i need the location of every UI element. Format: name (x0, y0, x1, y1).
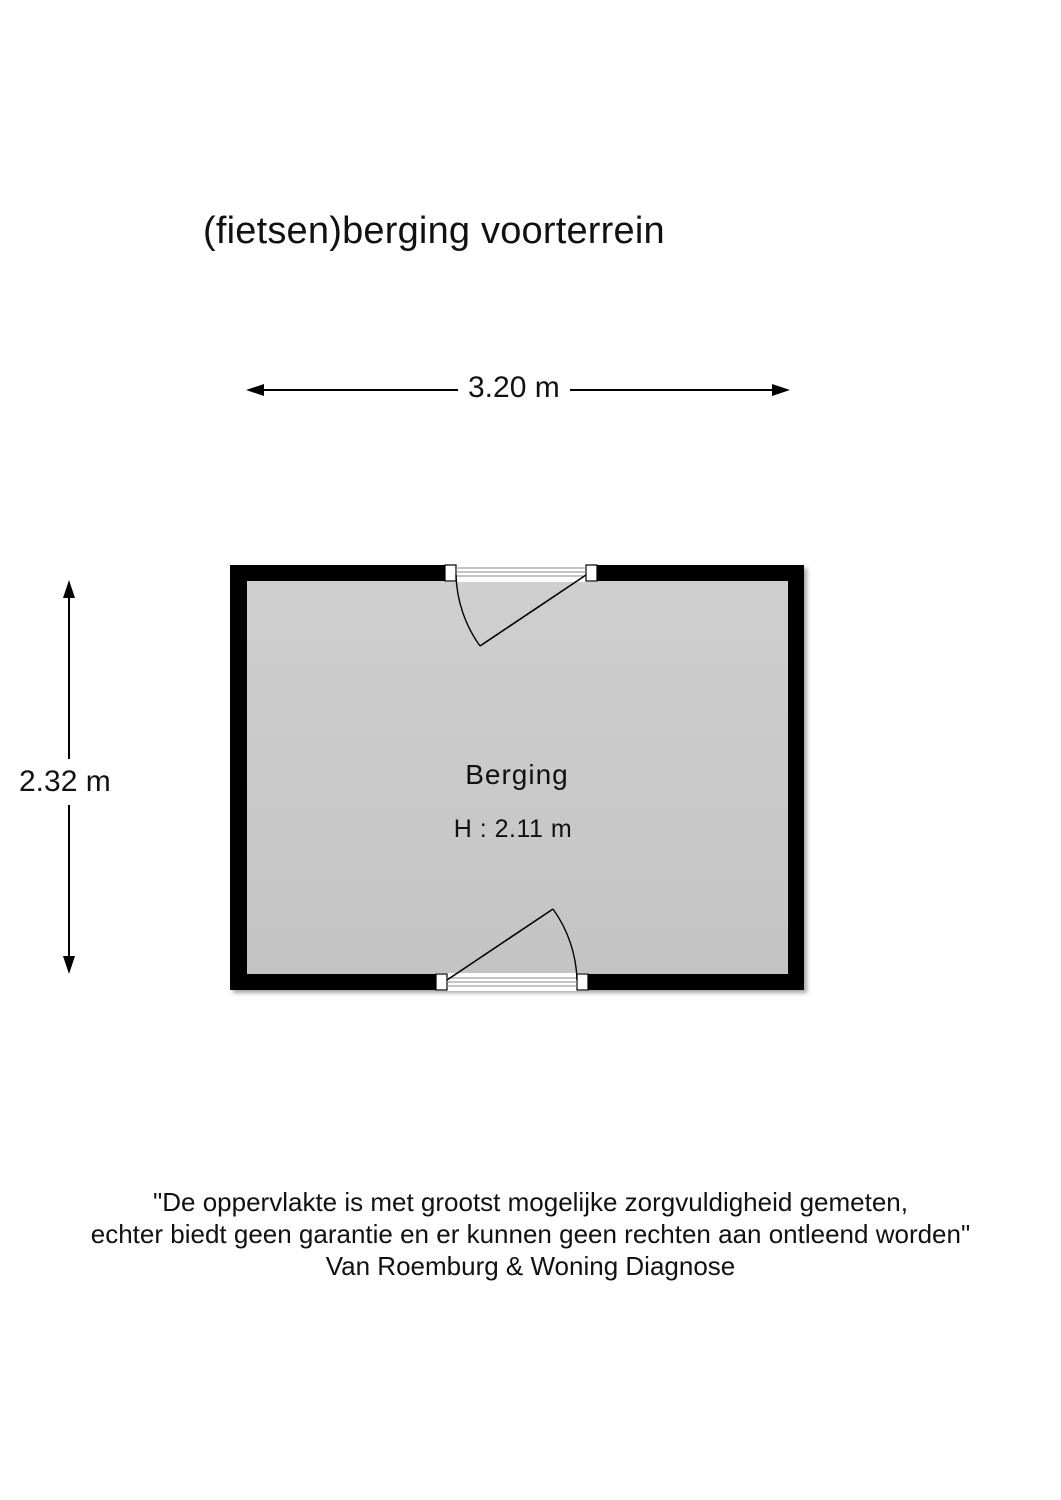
disclaimer-company: Van Roemburg & Woning Diagnose (325, 1251, 736, 1281)
room-name-label: Berging (465, 759, 569, 790)
height-dimension-label: 2.32 m (17, 759, 113, 805)
disclaimer-block (30, 1186, 1031, 1282)
width-dimension-label: 3.20 m (458, 371, 570, 405)
room-ceiling-height-label: H : 2.11 m (453, 815, 573, 843)
disclaimer-line-1: "De oppervlakte is met grootst mogelijke zorgvuldigheid gemeten, (153, 1187, 908, 1217)
disclaimer-line-2: echter biedt geen garantie en er kunnen geen rechten aan ontleend worden" (90, 1219, 971, 1249)
plan-title: (fietsen)berging voorterrein (203, 210, 665, 252)
